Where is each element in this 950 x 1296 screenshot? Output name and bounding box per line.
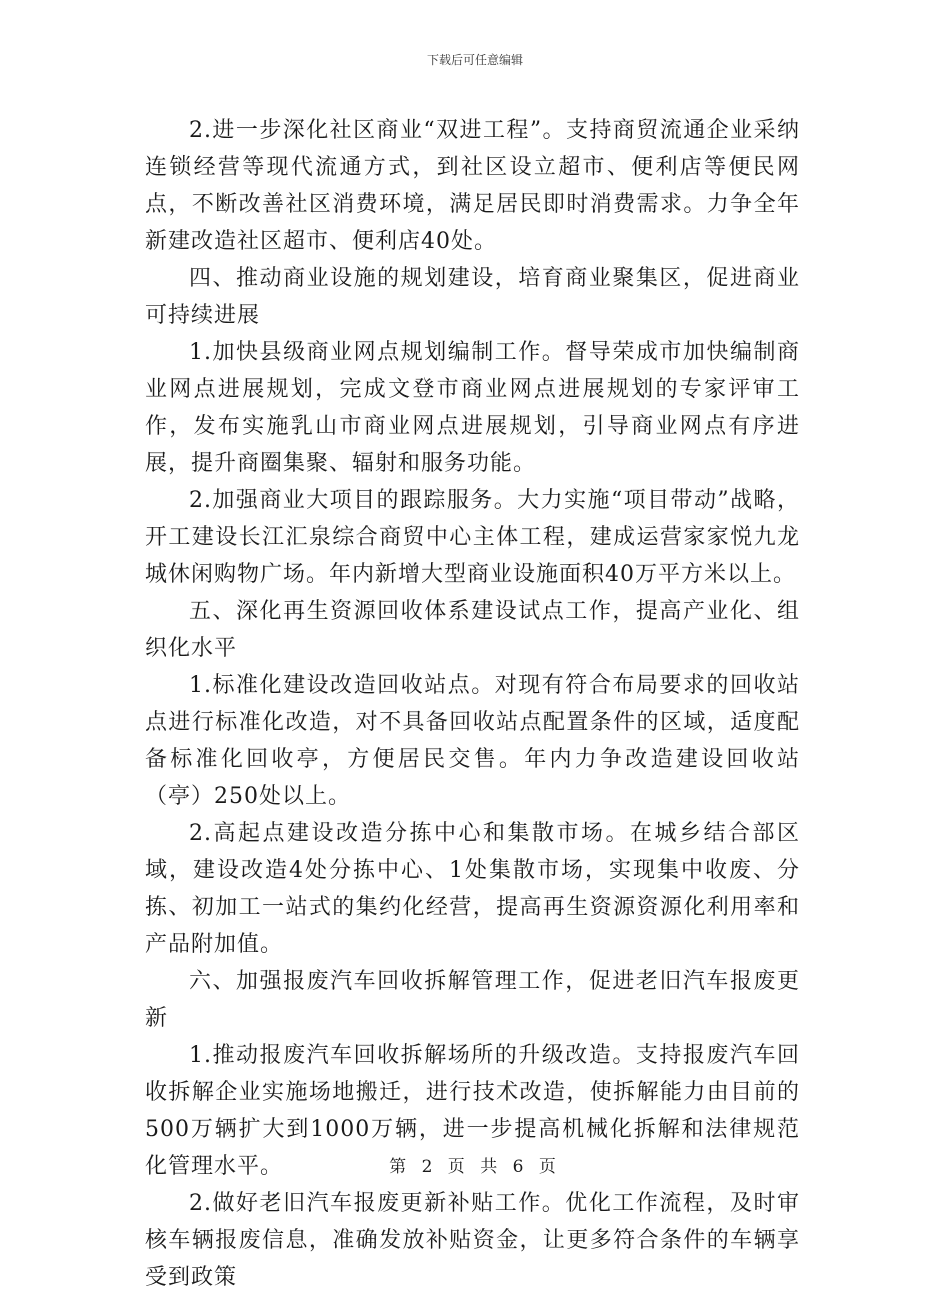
paragraph-subsidy-work: 2.做好老旧汽车报废更新补贴工作。优化工作流程，及时审核车辆报废信息，准确发放补贴资金，让更多符合条件的车辆享受到政策 [145,1191,800,1290]
page-number: 第 2 页 共 6 页 [389,1157,561,1177]
document-body [145,112,800,1296]
paragraph-dismantling-upgrade: 1.推动报废汽车回收拆解场所的升级改造。支持报废汽车回收拆解企业实施场地搬迁，进行技术改造，使拆解能力由目前的500万辆扩大到1000万辆，进一步提高机械化拆解和法律规范化管理水平。 [145,1043,800,1179]
page-header: 下载后可任意编辑 [426,53,523,67]
paragraph-community-commerce: 2.进一步深化社区商业“双进工程”。支持商贸流通企业采纳连锁经营等现代流通方式，到社区设立超市、便利店等便民网点，不断改善社区消费环境，满足居民即时消费需求。力争全年新建改造社区超市、便利店40处。 [145,118,800,254]
paragraph-major-projects: 2.加强商业大项目的跟踪服务。大力实施“项目带动”战略，开工建设长江汇泉综合商贸中心主体工程，建成运营家家悦九龙城休闲购物广场。年内新增大型商业设施面积40万平方米以上。 [145,488,800,587]
paragraph-county-planning: 1.加快县级商业网点规划编制工作。督导荣成市加快编制商业网点进展规划，完成文登市商业网点进展规划的专家评审工作，发布实施乳山市商业网点进展规划，引导商业网点有序进展，提升商圈集聚、辐射和服务功能。 [145,340,800,476]
paragraph-recycling-stations: 1.标准化建设改造回收站点。对现有符合布局要求的回收站点进行标准化改造，对不具备回收站点配置条件的区域，适度配备标准化回收亭，方便居民交售。年内力争改造建设回收站（亭）250处以上。 [145,673,800,809]
section-heading-four: 四、推动商业设施的规划建设，培育商业聚集区，促进商业可持续进展 [145,266,800,328]
section-heading-five: 五、深化再生资源回收体系建设试点工作，提高产业化、组织化水平 [145,599,800,661]
section-heading-six: 六、加强报废汽车回收拆解管理工作，促进老旧汽车报废更新 [145,969,800,1031]
paragraph-sorting-centers: 2.高起点建设改造分拣中心和集散市场。在城乡结合部区域，建设改造4处分拣中心、1处集散市场，实现集中收废、分拣、初加工一站式的集约化经营，提高再生资源资源化利用率和产品附加值。 [145,821,800,957]
